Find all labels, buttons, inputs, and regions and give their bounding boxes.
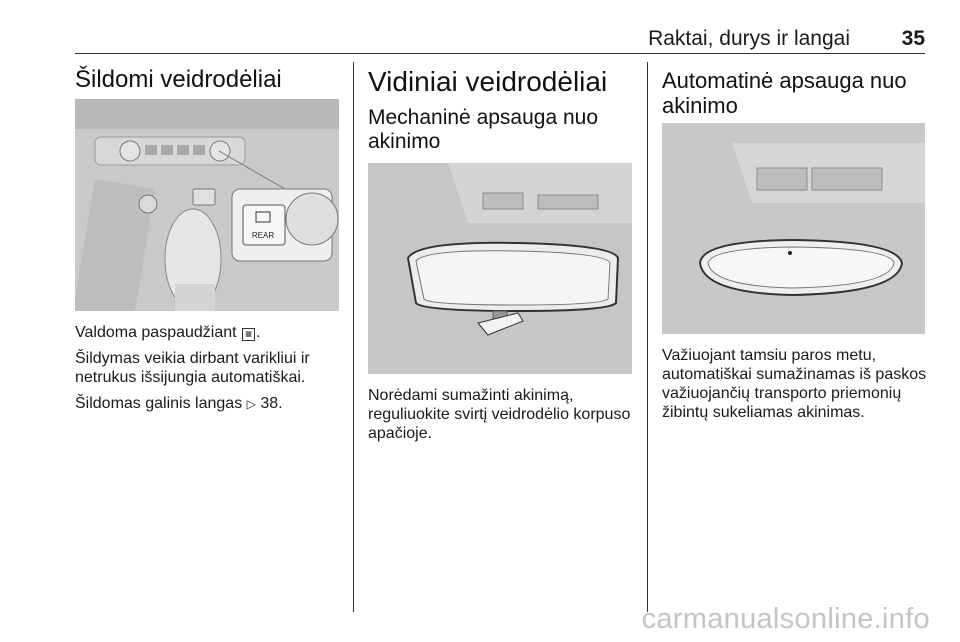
header-rule xyxy=(75,53,925,54)
col3-paragraph-1: Važiuojant tamsiu paros metu, automatiškai sumažinamas iš paskos važiuojančių transporto priemonių žibintų sukeliamas akinimas. xyxy=(662,347,927,421)
col1-paragraph-1: Valdoma paspaudžiant ▦ . xyxy=(75,324,261,341)
column-divider-2 xyxy=(647,62,648,612)
column-divider-1 xyxy=(353,62,354,612)
page-reference-icon: ▷ xyxy=(246,397,256,411)
running-header-title: Raktai, durys ir langai xyxy=(648,27,850,50)
section-heading-interior-mirrors: Vidiniai veidrodėliai xyxy=(368,66,608,97)
section-heading-auto-antiglare: Automatinė apsauga nuo akinimo xyxy=(662,68,907,118)
rear-button-label: REAR xyxy=(251,231,275,240)
page-number: 35 xyxy=(901,27,925,50)
watermark: carmanualsonline.info xyxy=(641,603,930,635)
subheading-manual-antiglare: Mechaninė apsauga nuo akinimo xyxy=(368,106,599,153)
figure-auto-mirror xyxy=(662,123,925,334)
col2-paragraph-1: Norėdami sumažinti akinimą, reguliuokite svirtį veidrodėlio korpuso apačioje. xyxy=(368,387,631,442)
section-heading-heated-mirrors: Šildomi veidrodėliai xyxy=(75,66,282,93)
col1-paragraph-3: Šildomas galinis langas ▷ 38. xyxy=(75,395,283,412)
rear-defrost-icon: ▦ xyxy=(242,328,255,341)
col1-paragraph-2: Šildymas veikia dirbant varikliui ir netrukus išsijungia automatiškai. xyxy=(75,350,310,386)
figure-console-rear-button xyxy=(75,99,339,311)
figure-manual-mirror xyxy=(368,163,632,374)
